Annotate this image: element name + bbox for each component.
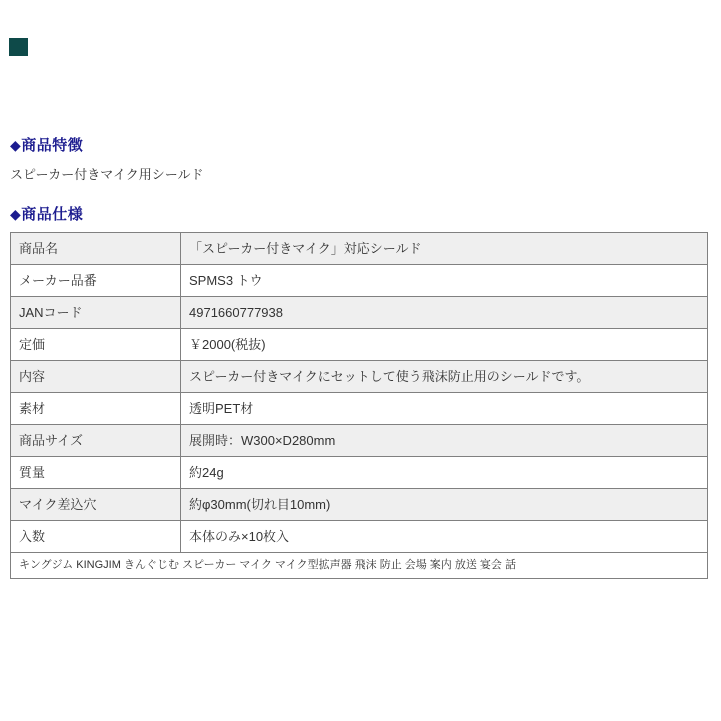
spec-value-cell: SPMS3 トウ — [181, 265, 708, 297]
table-row — [11, 233, 708, 265]
spec-label-cell: 定価 — [11, 329, 181, 361]
content-area — [10, 136, 708, 579]
spec-value-cell: 4971660777938 — [181, 297, 708, 329]
table-row — [11, 425, 708, 457]
spec-table — [10, 232, 708, 579]
spec-value-cell: 「スピーカー付きマイク」対応シールド — [181, 233, 708, 265]
spec-label-cell: 質量 — [11, 457, 181, 489]
table-row — [11, 361, 708, 393]
diamond-icon: ◆ — [10, 137, 22, 153]
table-row — [11, 393, 708, 425]
table-row — [11, 329, 708, 361]
feature-description-text: スピーカー付きマイク用シールド — [10, 167, 204, 182]
table-row — [11, 265, 708, 297]
spec-value-cell: スピーカー付きマイクにセットして使う飛沫防止用のシールドです。 — [181, 361, 708, 393]
spec-label-cell: 商品名 — [11, 233, 181, 265]
table-row — [11, 297, 708, 329]
features-heading-label: 商品特徴 — [21, 137, 84, 154]
spec-label-cell: マイク差込穴 — [11, 489, 181, 521]
spec-label-cell: JANコード — [11, 297, 181, 329]
specs-section-heading — [10, 205, 708, 224]
spec-label-cell: 入数 — [11, 521, 181, 553]
spec-value-cell: ￥2000(税抜) — [181, 329, 708, 361]
spec-value-cell: 約φ30mm(切れ目10mm) — [181, 489, 708, 521]
table-row — [11, 457, 708, 489]
search-keywords-text: キングジム KINGJIM きんぐじむ スピーカー マイク マイク型拡声器 飛沫 防止 会場 案内 放送 宴会 話 — [11, 553, 708, 579]
table-row — [11, 521, 708, 553]
spec-value-cell: 展開時：W300×D280mm — [181, 425, 708, 457]
diamond-icon: ◆ — [10, 206, 22, 222]
table-row — [11, 489, 708, 521]
spec-label-cell: 素材 — [11, 393, 181, 425]
spec-value-cell: 本体のみ×10枚入 — [181, 521, 708, 553]
spec-value-cell: 約24g — [181, 457, 708, 489]
spec-label-cell: メーカー品番 — [11, 265, 181, 297]
keywords-row — [11, 553, 708, 579]
spec-value-cell: 透明PET材 — [181, 393, 708, 425]
spec-label-cell: 商品サイズ — [11, 425, 181, 457]
spec-table-body — [11, 233, 708, 553]
features-section-heading — [10, 136, 708, 155]
spec-label-cell: 内容 — [11, 361, 181, 393]
corner-color-chip — [9, 38, 28, 56]
specs-heading-label: 商品仕様 — [21, 206, 84, 223]
